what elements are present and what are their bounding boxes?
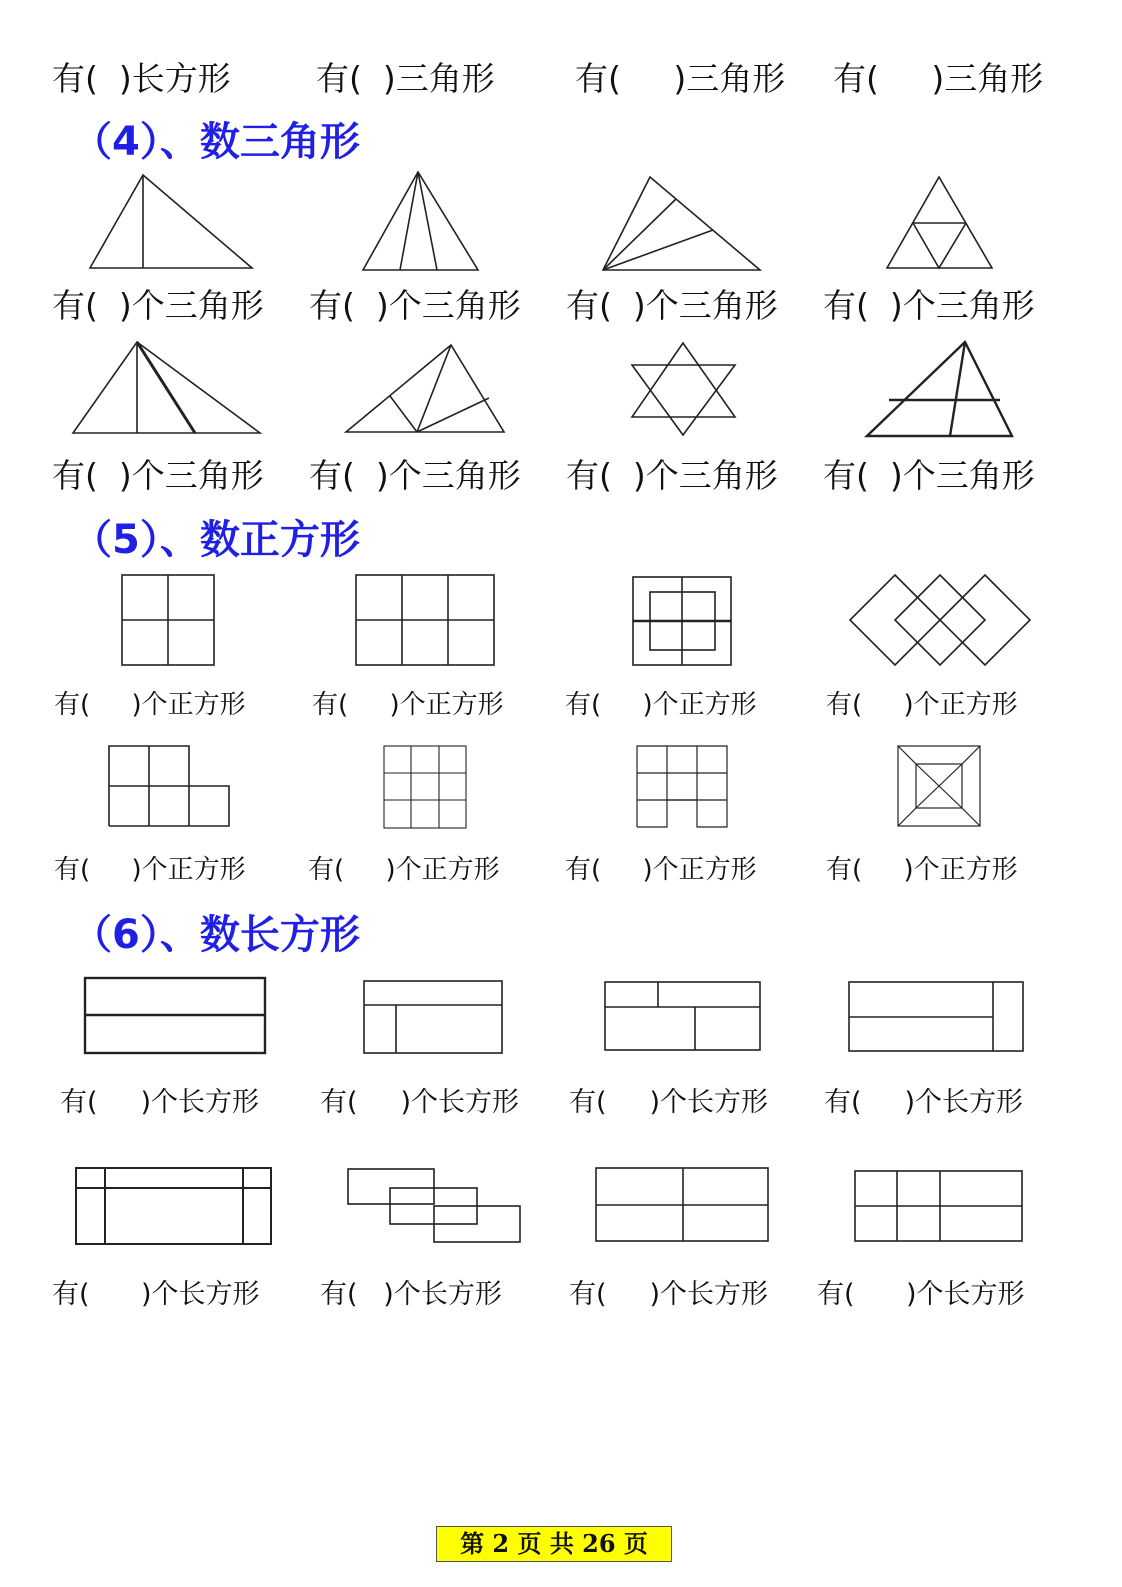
triangle-figure-2 <box>363 172 478 270</box>
answer-label: 有( )三角形 <box>833 59 1044 98</box>
triangle-figure-1 <box>90 175 252 268</box>
square-figure-1 <box>122 575 214 665</box>
rectangle-figure-8 <box>855 1171 1022 1241</box>
answer-label: 有( )个正方形 <box>565 690 757 720</box>
answer-label: 有( )长方形 <box>52 59 231 98</box>
triangle-figure-8 <box>867 342 1012 436</box>
section-heading-triangles: （4）、数三角形 <box>72 119 360 165</box>
triangle-figure-4 <box>887 177 992 268</box>
answer-label: 有( )个正方形 <box>54 690 246 720</box>
square-figure-8 <box>898 746 980 826</box>
answer-label: 有( )个正方形 <box>312 690 504 720</box>
answer-label: 有( )个正方形 <box>826 690 1018 720</box>
square-figure-3 <box>633 577 731 665</box>
page-number: 第 2 页 共 26 页 <box>436 1526 672 1562</box>
rectangle-figure-1 <box>85 978 265 1053</box>
star-figure <box>632 343 735 435</box>
section-heading-squares: （5）、数正方形 <box>72 517 360 563</box>
overlapping-rectangles-figure <box>348 1169 520 1242</box>
answer-label: 有( )三角形 <box>575 59 786 98</box>
answer-label: 有( )个长方形 <box>60 1087 259 1118</box>
answer-label: 有( )个三角形 <box>309 456 521 495</box>
answer-label: 有( )个正方形 <box>565 855 757 885</box>
answer-label: 有( )个三角形 <box>52 286 264 325</box>
answer-label: 有( )个正方形 <box>54 855 246 885</box>
answer-label: 有( )个正方形 <box>826 855 1018 885</box>
answer-label: 有( )个三角形 <box>823 286 1035 325</box>
answer-label: 有( )个长方形 <box>824 1087 1023 1118</box>
answer-label: 有( )个长方形 <box>320 1087 519 1118</box>
rectangle-figure-4 <box>849 982 1023 1051</box>
triangle-figure-3 <box>603 177 760 270</box>
answer-label: 有( )三角形 <box>316 59 495 98</box>
rectangle-figure-3 <box>605 982 760 1050</box>
answer-label: 有( )个三角形 <box>566 456 778 495</box>
triangle-figure-6 <box>346 345 504 432</box>
square-grid-figure <box>384 746 466 828</box>
answer-label: 有( )个长方形 <box>320 1279 502 1310</box>
square-figure-7 <box>637 746 727 827</box>
answer-label: 有( )个三角形 <box>823 456 1035 495</box>
answer-label: 有( )个三角形 <box>566 286 778 325</box>
answer-label: 有( )个长方形 <box>817 1279 1025 1310</box>
answer-label: 有( )个长方形 <box>52 1279 260 1310</box>
diamond-figure <box>850 575 1030 665</box>
triangle-figure-5 <box>73 342 260 433</box>
rectangle-figure-7 <box>596 1168 768 1241</box>
answer-label: 有( )个长方形 <box>569 1279 768 1310</box>
rectangle-figure-2 <box>364 981 502 1053</box>
answer-label: 有( )个三角形 <box>309 286 521 325</box>
square-figure-2 <box>356 575 494 665</box>
answer-label: 有( )个三角形 <box>52 456 264 495</box>
answer-label: 有( )个长方形 <box>569 1087 768 1118</box>
answer-label: 有( )个正方形 <box>308 855 500 885</box>
square-figure-5 <box>109 746 229 826</box>
section-heading-rectangles: （6）、数长方形 <box>72 912 360 958</box>
rectangle-figure-5 <box>76 1168 271 1244</box>
